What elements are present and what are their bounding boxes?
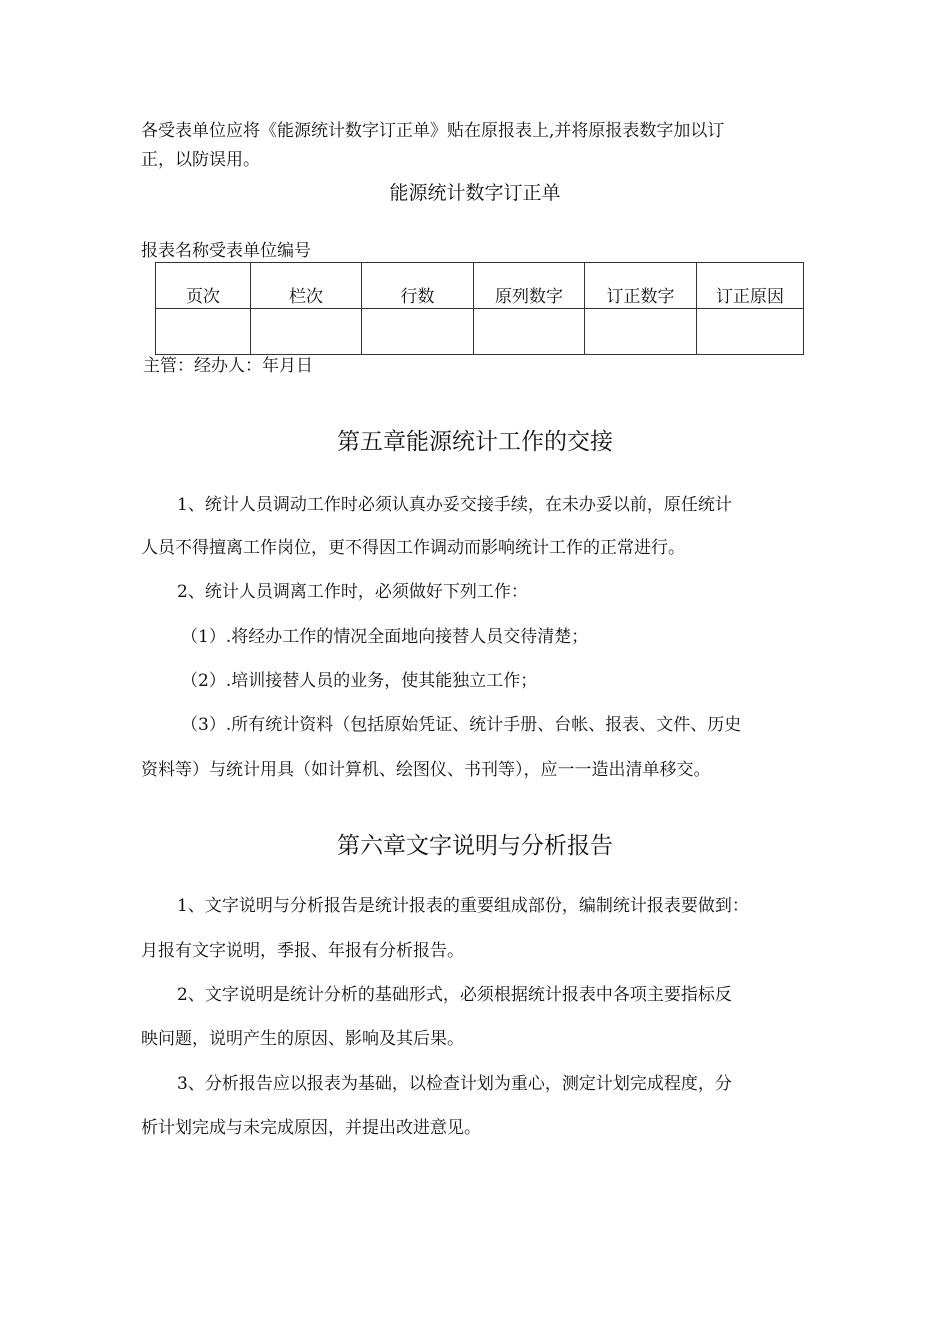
table-header-cell: 原列数字 — [474, 263, 585, 309]
chapter-5-title: 第五章能源统计工作的交接 — [337, 429, 613, 455]
ch6-p3-line-2: 析计划完成与未完成原因，并提出改进意见。 — [141, 1118, 481, 1138]
table-header-cell: 行数 — [362, 263, 474, 309]
ch5-p2: 2、统计人员调离工作时，必须做好下列工作： — [177, 582, 528, 602]
ch5-item-3-line-1: （3）.所有统计资料（包括原始凭证、统计手册、台帐、报表、文件、历史 — [181, 715, 742, 735]
form-header-line: 报表名称受表单位编号 — [141, 241, 311, 261]
table-header-cell: 订正原因 — [697, 263, 804, 309]
ch5-p1-line-1: 1、统计人员调动工作时必须认真办妥交接手续，在未办妥以前，原任统计 — [177, 495, 732, 515]
ch6-p2-line-2: 映问题，说明产生的原因、影响及其后果。 — [141, 1029, 464, 1049]
table-cell[interactable] — [156, 309, 251, 355]
table-cell[interactable] — [251, 309, 362, 355]
ch6-p1-line-2: 月报有文字说明，季报、年报有分析报告。 — [141, 941, 464, 961]
form-footer-line: 主管：经办人：年月日 — [143, 356, 313, 376]
intro-line-2: 正，以防误用。 — [141, 150, 260, 170]
table-row — [156, 309, 804, 355]
correction-table — [155, 262, 804, 355]
intro-line-1: 各受表单位应将《能源统计数字订正单》贴在原报表上,并将原报表数字加以订 — [141, 121, 725, 141]
table-cell[interactable] — [585, 309, 697, 355]
ch5-item-3-line-2: 资料等）与统计用具（如计算机、绘图仪、书刊等），应一一造出清单移交。 — [141, 760, 711, 780]
table-cell[interactable] — [474, 309, 585, 355]
table-header-cell: 订正数字 — [585, 263, 697, 309]
table-cell[interactable] — [362, 309, 474, 355]
ch5-item-1: （1）.将经办工作的情况全面地向接替人员交待清楚； — [181, 627, 589, 647]
ch6-p2-line-1: 2、文字说明是统计分析的基础形式，必须根据统计报表中各项主要指标反 — [177, 985, 732, 1005]
ch6-p3-line-1: 3、分析报告应以报表为基础，以检查计划为重心，测定计划完成程度，分 — [177, 1074, 732, 1094]
ch5-p1-line-2: 人员不得擅离工作岗位，更不得因工作调动而影响统计工作的正常进行。 — [141, 538, 685, 558]
table-cell[interactable] — [697, 309, 804, 355]
table-header-row — [156, 263, 804, 309]
ch6-p1-line-1: 1、文字说明与分析报告是统计报表的重要组成部份，编制统计报表要做到： — [177, 896, 749, 916]
chapter-6-title: 第六章文字说明与分析报告 — [337, 833, 613, 859]
table-header-cell: 页次 — [156, 263, 251, 309]
form-title: 能源统计数字订正单 — [389, 182, 561, 204]
table-header-cell: 栏次 — [251, 263, 362, 309]
ch5-item-2: （2）.培训接替人员的业务，使其能独立工作； — [181, 671, 538, 691]
